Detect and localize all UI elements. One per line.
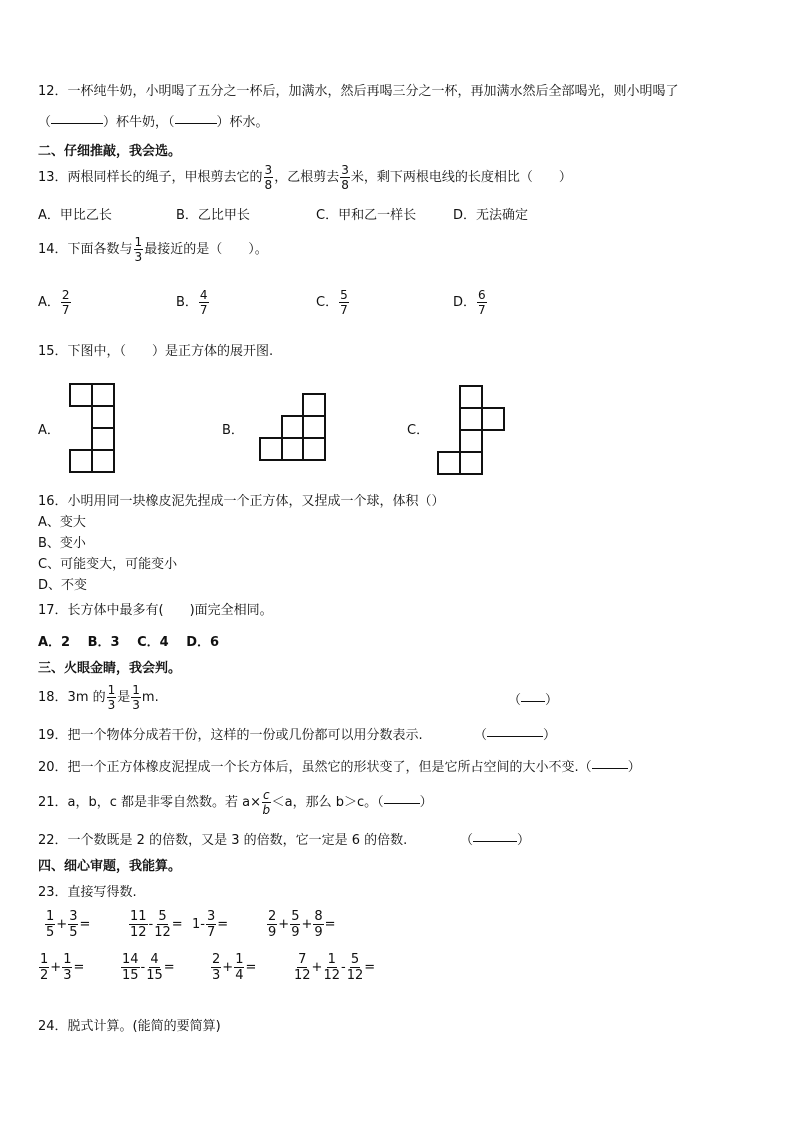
section-3-heading: 三、火眼金睛，我会判。 <box>38 661 182 676</box>
q23-expr-6[interactable]: $\frac{14}{15}$ - $\frac{4}{15}$ = <box>122 952 175 983</box>
q17-stem: 17．长方体中最多有( )面完全相同。 <box>38 603 273 618</box>
q19-stem: 19．把一个物体分成若干份，这样的一份或几份都可以用分数表示. <box>38 728 423 743</box>
q15-net-a <box>68 382 118 476</box>
q13-fraction-1: $\frac{3}{8}$ <box>264 163 273 192</box>
section-2-heading: 二、仔细推敲，我会选。 <box>38 144 182 159</box>
q20-stem: 20．把一个正方体橡皮泥捏成一个长方体后，虽然它的形状变了，但是它所占空间的大小不变.（ ） <box>38 760 641 775</box>
q21-stem: 21．a，b，c 都是非零自然数。若 a× $\frac{c}{b}$ ＜a，那么 b＞c。（ ） <box>38 788 433 817</box>
section-4-heading: 四、细心审题，我能算。 <box>38 859 182 874</box>
q12-blank-water[interactable] <box>175 122 217 124</box>
q15-option-b-label[interactable]: B． <box>222 423 244 438</box>
q12-blank-milk[interactable] <box>51 122 103 124</box>
q13-stem: 13．两根同样长的绳子，甲根剪去它的 $\frac{3}{8}$ ，乙根剪去 $\frac{3}{8}$ 米，剩下两根电线的长度相比（ ） <box>38 163 572 192</box>
q16-option-a[interactable]: A、变大 <box>38 515 86 530</box>
q15-stem: 15．下图中，（ ）是正方体的展开图. <box>38 344 274 359</box>
q14-fraction: $\frac{1}{3}$ <box>134 235 143 264</box>
q23-expr-8[interactable]: $\frac{7}{12}$ + $\frac{1}{12}$ - $\frac{5}{12}$ = <box>294 952 376 983</box>
q23-expr-1[interactable]: $\frac{1}{5}$ + $\frac{3}{5}$ = <box>46 909 91 940</box>
q16-option-c[interactable]: C、可能变大，可能变小 <box>38 557 178 572</box>
q13-option-c[interactable]: C．甲和乙一样长 <box>316 208 417 223</box>
q24-stem: 24．脱式计算。(能简的要简算) <box>38 1019 221 1034</box>
q23-expr-2[interactable]: $\frac{11}{12}$ - $\frac{5}{12}$ = <box>130 909 183 940</box>
q15-net-c <box>436 384 508 478</box>
q13-option-a[interactable]: A．甲比乙长 <box>38 208 112 223</box>
q23-expr-3[interactable]: 1- $\frac{3}{7}$ = <box>192 909 229 940</box>
q15-net-b <box>258 392 328 462</box>
q14-option-b[interactable]: B． $\frac{4}{7}$ <box>176 288 208 317</box>
q13-option-b[interactable]: B．乙比甲长 <box>176 208 250 223</box>
q18-answer-box[interactable]: （ ） <box>508 693 559 708</box>
q14-option-c[interactable]: C． $\frac{5}{7}$ <box>316 288 348 317</box>
q16-option-d[interactable]: D、不变 <box>38 578 88 593</box>
q23-expr-5[interactable]: $\frac{1}{2}$ + $\frac{1}{3}$ = <box>40 952 85 983</box>
q22-stem: 22．一个数既是 2 的倍数，又是 3 的倍数，它一定是 6 的倍数. <box>38 833 408 848</box>
q23-expr-7[interactable]: $\frac{2}{3}$ + $\frac{1}{4}$ = <box>212 952 257 983</box>
q22-answer-box[interactable]: （ ） <box>460 833 531 848</box>
q13-option-d[interactable]: D．无法确定 <box>453 208 529 223</box>
q12-line2: （ ）杯牛奶，（ ）杯水。 <box>38 115 269 130</box>
q19-answer-box[interactable]: （ ） <box>474 728 557 743</box>
q23-title: 23．直接写得数. <box>38 885 137 900</box>
q14-option-d[interactable]: D． $\frac{6}{7}$ <box>453 288 486 317</box>
q12-line1: 12．一杯纯牛奶，小明喝了五分之一杯后，加满水，然后再喝三分之一杯，再加满水然后全部喝光，则小明喝了 <box>38 84 679 99</box>
q14-option-a[interactable]: A． $\frac{2}{7}$ <box>38 288 70 317</box>
q16-stem: 16．小明用同一块橡皮泥先捏成一个正方体，又捏成一个球，体积（） <box>38 494 445 509</box>
q15-option-a-label[interactable]: A． <box>38 423 60 438</box>
q13-fraction-2: $\frac{3}{8}$ <box>341 163 349 192</box>
q14-stem: 14．下面各数与 $\frac{1}{3}$ 最接近的是（ ）。 <box>38 235 268 264</box>
q15-option-c-label[interactable]: C． <box>407 423 430 438</box>
q17-options[interactable]: A．2 B．3 C．4 D．6 <box>38 635 220 650</box>
q18-stem: 18．3m 的 $\frac{1}{3}$ 是 $\frac{1}{3}$ m. <box>38 683 159 712</box>
q16-option-b[interactable]: B、变小 <box>38 536 86 551</box>
q20-answer-blank[interactable] <box>592 767 628 769</box>
q23-expr-4[interactable]: $\frac{2}{9}$ + $\frac{5}{9}$ + $\frac{8}{9}$ = <box>268 909 336 940</box>
q21-answer-blank[interactable] <box>384 802 420 804</box>
